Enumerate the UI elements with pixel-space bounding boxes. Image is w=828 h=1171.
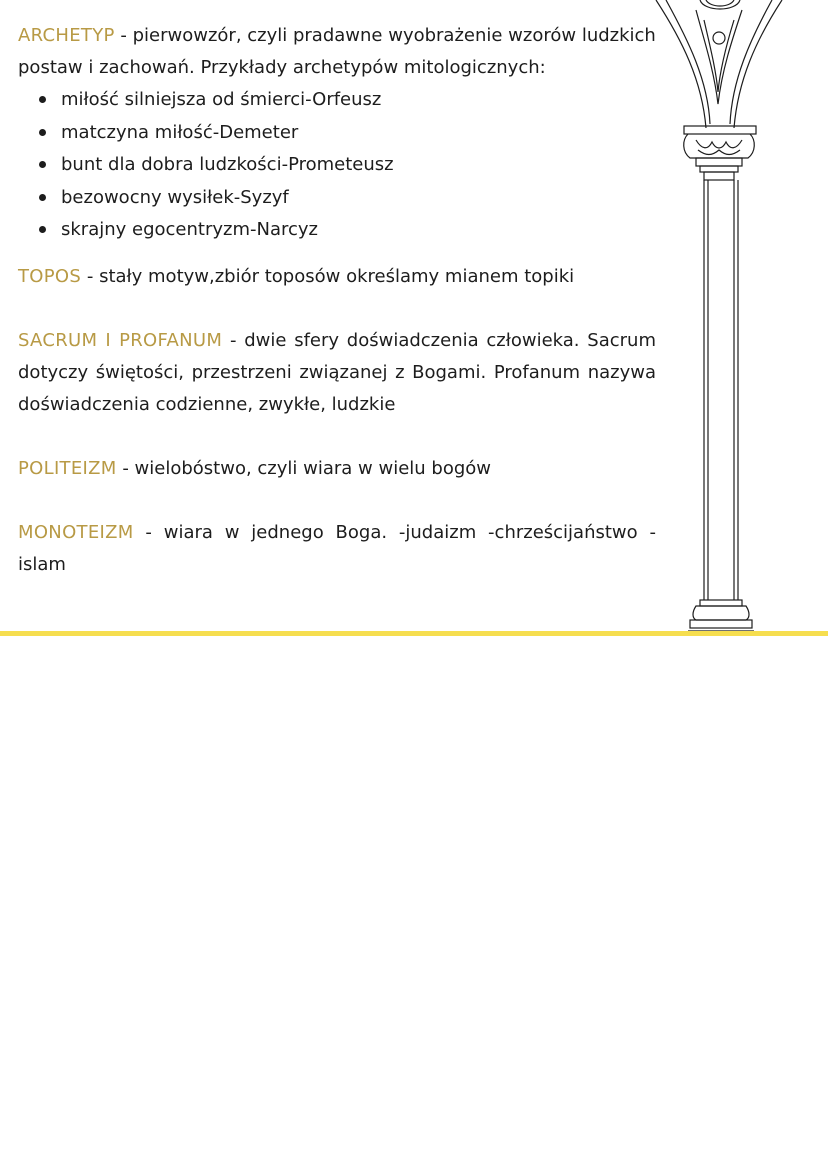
list-item: bezowocny wysiłek-Syzyf	[38, 182, 656, 215]
list-item: bunt dla dobra ludzkości-Prometeusz	[38, 149, 656, 182]
topos-term: TOPOS	[18, 265, 82, 287]
glossary	[18, 20, 656, 581]
archetyp-definition	[18, 20, 656, 84]
sacrum-term: SACRUM I PROFANUM	[18, 329, 223, 351]
politeizm-definition	[18, 453, 656, 485]
sacrum-definition	[18, 325, 656, 421]
gothic-column-icon	[652, 0, 786, 634]
politeizm-term: POLITEIZM	[18, 457, 117, 479]
archetyp-term: ARCHETYP	[18, 25, 115, 46]
archetype-examples-list	[18, 84, 656, 247]
monoteizm-term: MONOTEIZM	[18, 521, 134, 543]
archetyp-text: - pierwowzór, czyli pradawne wyobrażenie wzorów ludzkich postaw i zachowań. Przykłady archetypów mitologicznych:	[18, 25, 656, 78]
topos-text: - stały motyw,zbiór toposów określamy mianem topiki	[81, 265, 575, 287]
list-item: matczyna miłość-Demeter	[38, 117, 656, 150]
sacrum-text: - dwie sfery doświadczenia człowieka. Sacrum dotyczy świętości, przestrzeni związanej z Bogami. Profanum nazywa doświadczenia codzienne, zwykłe, ludzkie	[18, 329, 656, 415]
topos-definition	[18, 261, 656, 293]
list-item: miłość silniejsza od śmierci-Orfeusz	[38, 84, 656, 117]
divider-rule	[0, 631, 828, 636]
monoteizm-definition	[18, 517, 656, 581]
list-item: skrajny egocentryzm-Narcyz	[38, 214, 656, 247]
politeizm-text: - wielobóstwo, czyli wiara w wielu bogów	[116, 457, 492, 479]
monoteizm-text: - wiara w jednego Boga. -judaizm -chrześcijaństwo - islam	[18, 521, 656, 575]
